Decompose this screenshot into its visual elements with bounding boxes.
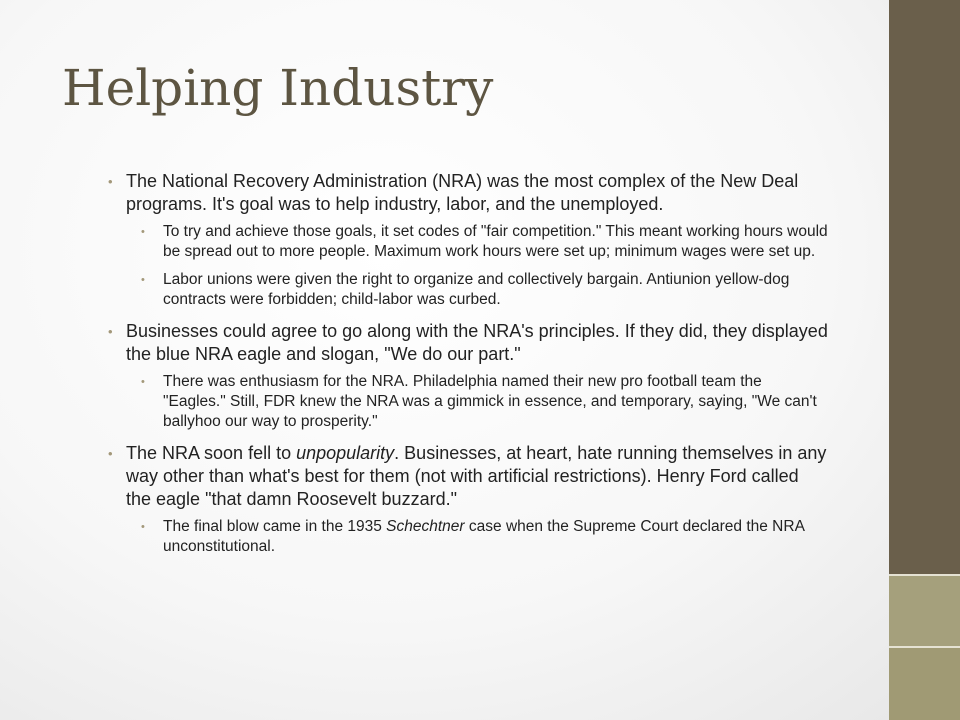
bullet-icon: • [108, 174, 113, 189]
right-accent-block-lower [889, 648, 960, 720]
accent-separator-upper [889, 574, 960, 576]
bullet-text: The National Recovery Administration (NRA) was the most complex of the New Deal programs. It's goal was to help industry, labor, and the unemployed. [126, 171, 799, 214]
slide-title: Helping Industry [62, 59, 494, 117]
bullet-text-start: The NRA soon fell to [126, 443, 297, 463]
bullet-text: Businesses could agree to go along with the NRA's principles. If they did, they displayed the blue NRA eagle and slogan, "We do our part." [126, 321, 828, 364]
bullet-point [108, 442, 828, 511]
bullet-icon: • [141, 226, 145, 238]
sub-bullet-text: Labor unions were given the right to organize and collectively bargain. Antiunion yellow-dog contracts were forbidden; child-labor was curbed. [163, 271, 790, 308]
bullet-icon: • [108, 446, 113, 461]
sub-bullet-text: To try and achieve those goals, it set codes of "fair competition." This meant working hours would be spread out to more people. Maximum work hours were set up; minimum wages were set up. [163, 223, 828, 260]
slide-body [108, 170, 828, 565]
sub-bullet-point [108, 222, 828, 262]
accent-separator-lower [889, 646, 960, 648]
emphasis-unpopularity: unpopularity [296, 443, 395, 463]
emphasis-case-name: Schechtner [386, 518, 465, 535]
bullet-text-end: . Businesses, at heart, hate running themselves in any way other than what's best for them (not with artificial restrictions). Henry Ford called the eagle "that damn Roosevelt buzzard." [126, 443, 827, 509]
bullet-icon: • [108, 324, 113, 339]
bullet-icon: • [141, 274, 145, 286]
sub-bullet-point [108, 270, 828, 310]
sub-bullet-text-start: The final blow came in the 1935 [163, 518, 387, 535]
sub-bullet-text: There was enthusiasm for the NRA. Philadelphia named their new pro football team the "Eagles." Still, FDR knew the NRA was a gimmick in essence, and temporary, saying, "We can't ballyhoo our way to prosperity." [163, 373, 817, 430]
bullet-point [108, 170, 828, 216]
sub-bullet-point [108, 372, 828, 432]
bullet-point [108, 320, 828, 366]
sub-bullet-point [108, 517, 828, 557]
bullet-icon: • [141, 376, 145, 388]
right-accent-block-upper [889, 576, 960, 648]
sub-bullet-text-end: case when the Supreme Court declared the NRA unconstitutional. [163, 518, 805, 555]
bullet-icon: • [141, 521, 145, 533]
